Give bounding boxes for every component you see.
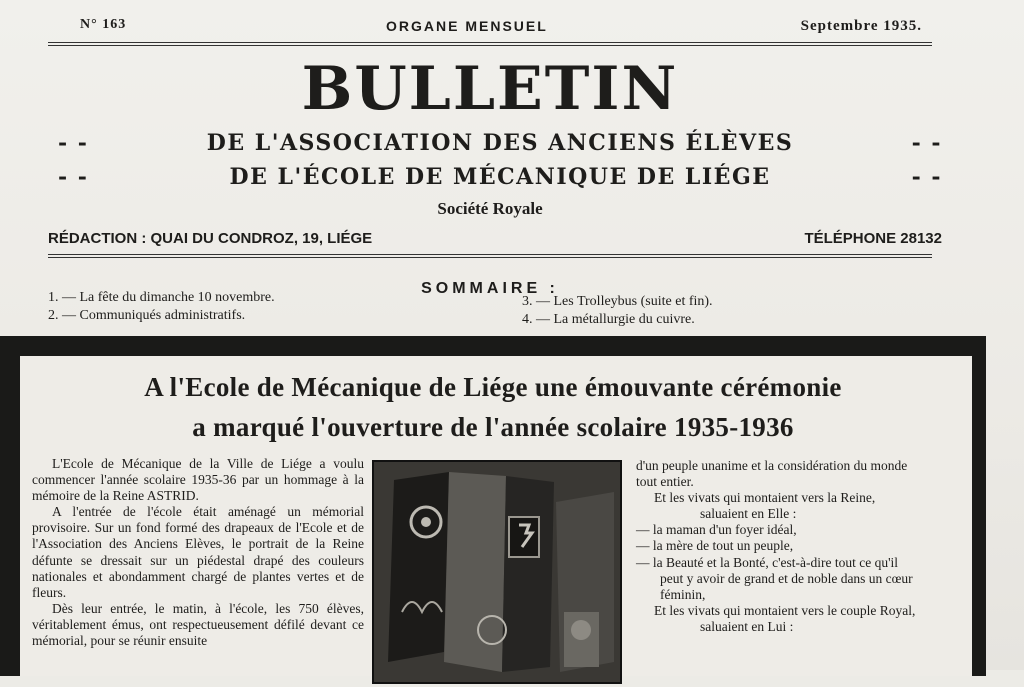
dash-right: - -: [911, 130, 942, 156]
association-title: DE L'ASSOCIATION DES ANCIENS ÉLÈVES: [206, 130, 794, 156]
article-column-1: [32, 456, 364, 649]
mid-rule: [48, 254, 932, 258]
dash-right: - -: [911, 164, 942, 190]
text-line: peut y avoir de grand et de noble dans un cœur: [660, 570, 913, 586]
organ-label: ORGANE MENSUEL: [386, 18, 548, 34]
redaction-address: RÉDACTION : QUAI DU CONDROZ, 19, LIÉGE: [48, 230, 373, 247]
issue-date: Septembre 1935.: [800, 18, 922, 34]
sommaire-item: 2. — Communiqués administratifs.: [48, 308, 246, 323]
sommaire-col-right: [522, 294, 713, 330]
dash-left: - -: [58, 164, 89, 190]
masthead: [48, 14, 942, 297]
issue-number: N° 163: [80, 17, 127, 32]
top-rule: [48, 42, 932, 46]
sommaire-item: 3. — Les Trolleybus (suite et fin).: [522, 294, 713, 309]
headline-line-2: a marqué l'ouverture de l'année scolaire 1935-1936: [192, 412, 794, 442]
article-column-3: [636, 458, 956, 635]
sommaire-col-left: [48, 290, 275, 326]
text-line: saluaient en Lui :: [700, 618, 794, 634]
text-line: saluaient en Elle :: [700, 506, 797, 522]
society-label: Société Royale: [437, 199, 543, 218]
sommaire-heading: SOMMAIRE :: [421, 280, 559, 297]
text-line: — la Beauté et la Bonté, c'est-à-dire tout ce qu'il: [636, 554, 899, 570]
text-line: Et les vivats qui montaient vers le couple Royal,: [654, 602, 916, 618]
paragraph: L'Ecole de Mécanique de la Ville de Liége a voulu commencer l'année scolaire 1935-36 par un hommage à la mémoire de la Reine ASTRID.: [32, 456, 364, 504]
headline-line-1: A l'Ecole de Mécanique de Liége une émouvante cérémonie: [144, 372, 842, 402]
sommaire-item: 4. — La métallurgie du cuivre.: [522, 312, 695, 327]
text-line: — la mère de tout un peuple,: [636, 538, 794, 554]
text-line: d'un peuple unanime et la considération du monde: [636, 458, 908, 473]
text-line: — la maman d'un foyer idéal,: [636, 522, 797, 538]
paragraph: Dès leur entrée, le matin, à l'école, les 750 élèves, véritablement émus, ont respectueusement défilé devant ce mémorial, pour se réunir ensuite: [32, 600, 364, 649]
paragraph: A l'entrée de l'école était aménagé un mémorial provisoire. Sur un fond formé des drapeaux de l'Ecole et de l'Association des Anciens Elèves, le portrait de la Reine défunte se dressait sur un piédestal drapé des couleurs nationales et abondamment chargé de plantes vertes et de fleurs.: [32, 504, 364, 600]
memorial-photo: [372, 460, 622, 684]
sommaire-item: 1. — La fête du dimanche 10 novembre.: [48, 290, 275, 305]
text-line: tout entier.: [636, 474, 694, 490]
dash-left: - -: [58, 130, 89, 156]
telephone: TÉLÉPHONE 28132: [804, 230, 942, 247]
text-line: féminin,: [660, 586, 706, 602]
bulletin-title: BULLETIN: [301, 54, 679, 124]
memorial-photo-image: [374, 462, 620, 682]
school-title: DE L'ÉCOLE DE MÉCANIQUE DE LIÉGE: [229, 164, 771, 190]
text-line: Et les vivats qui montaient vers la Reine,: [654, 490, 876, 506]
